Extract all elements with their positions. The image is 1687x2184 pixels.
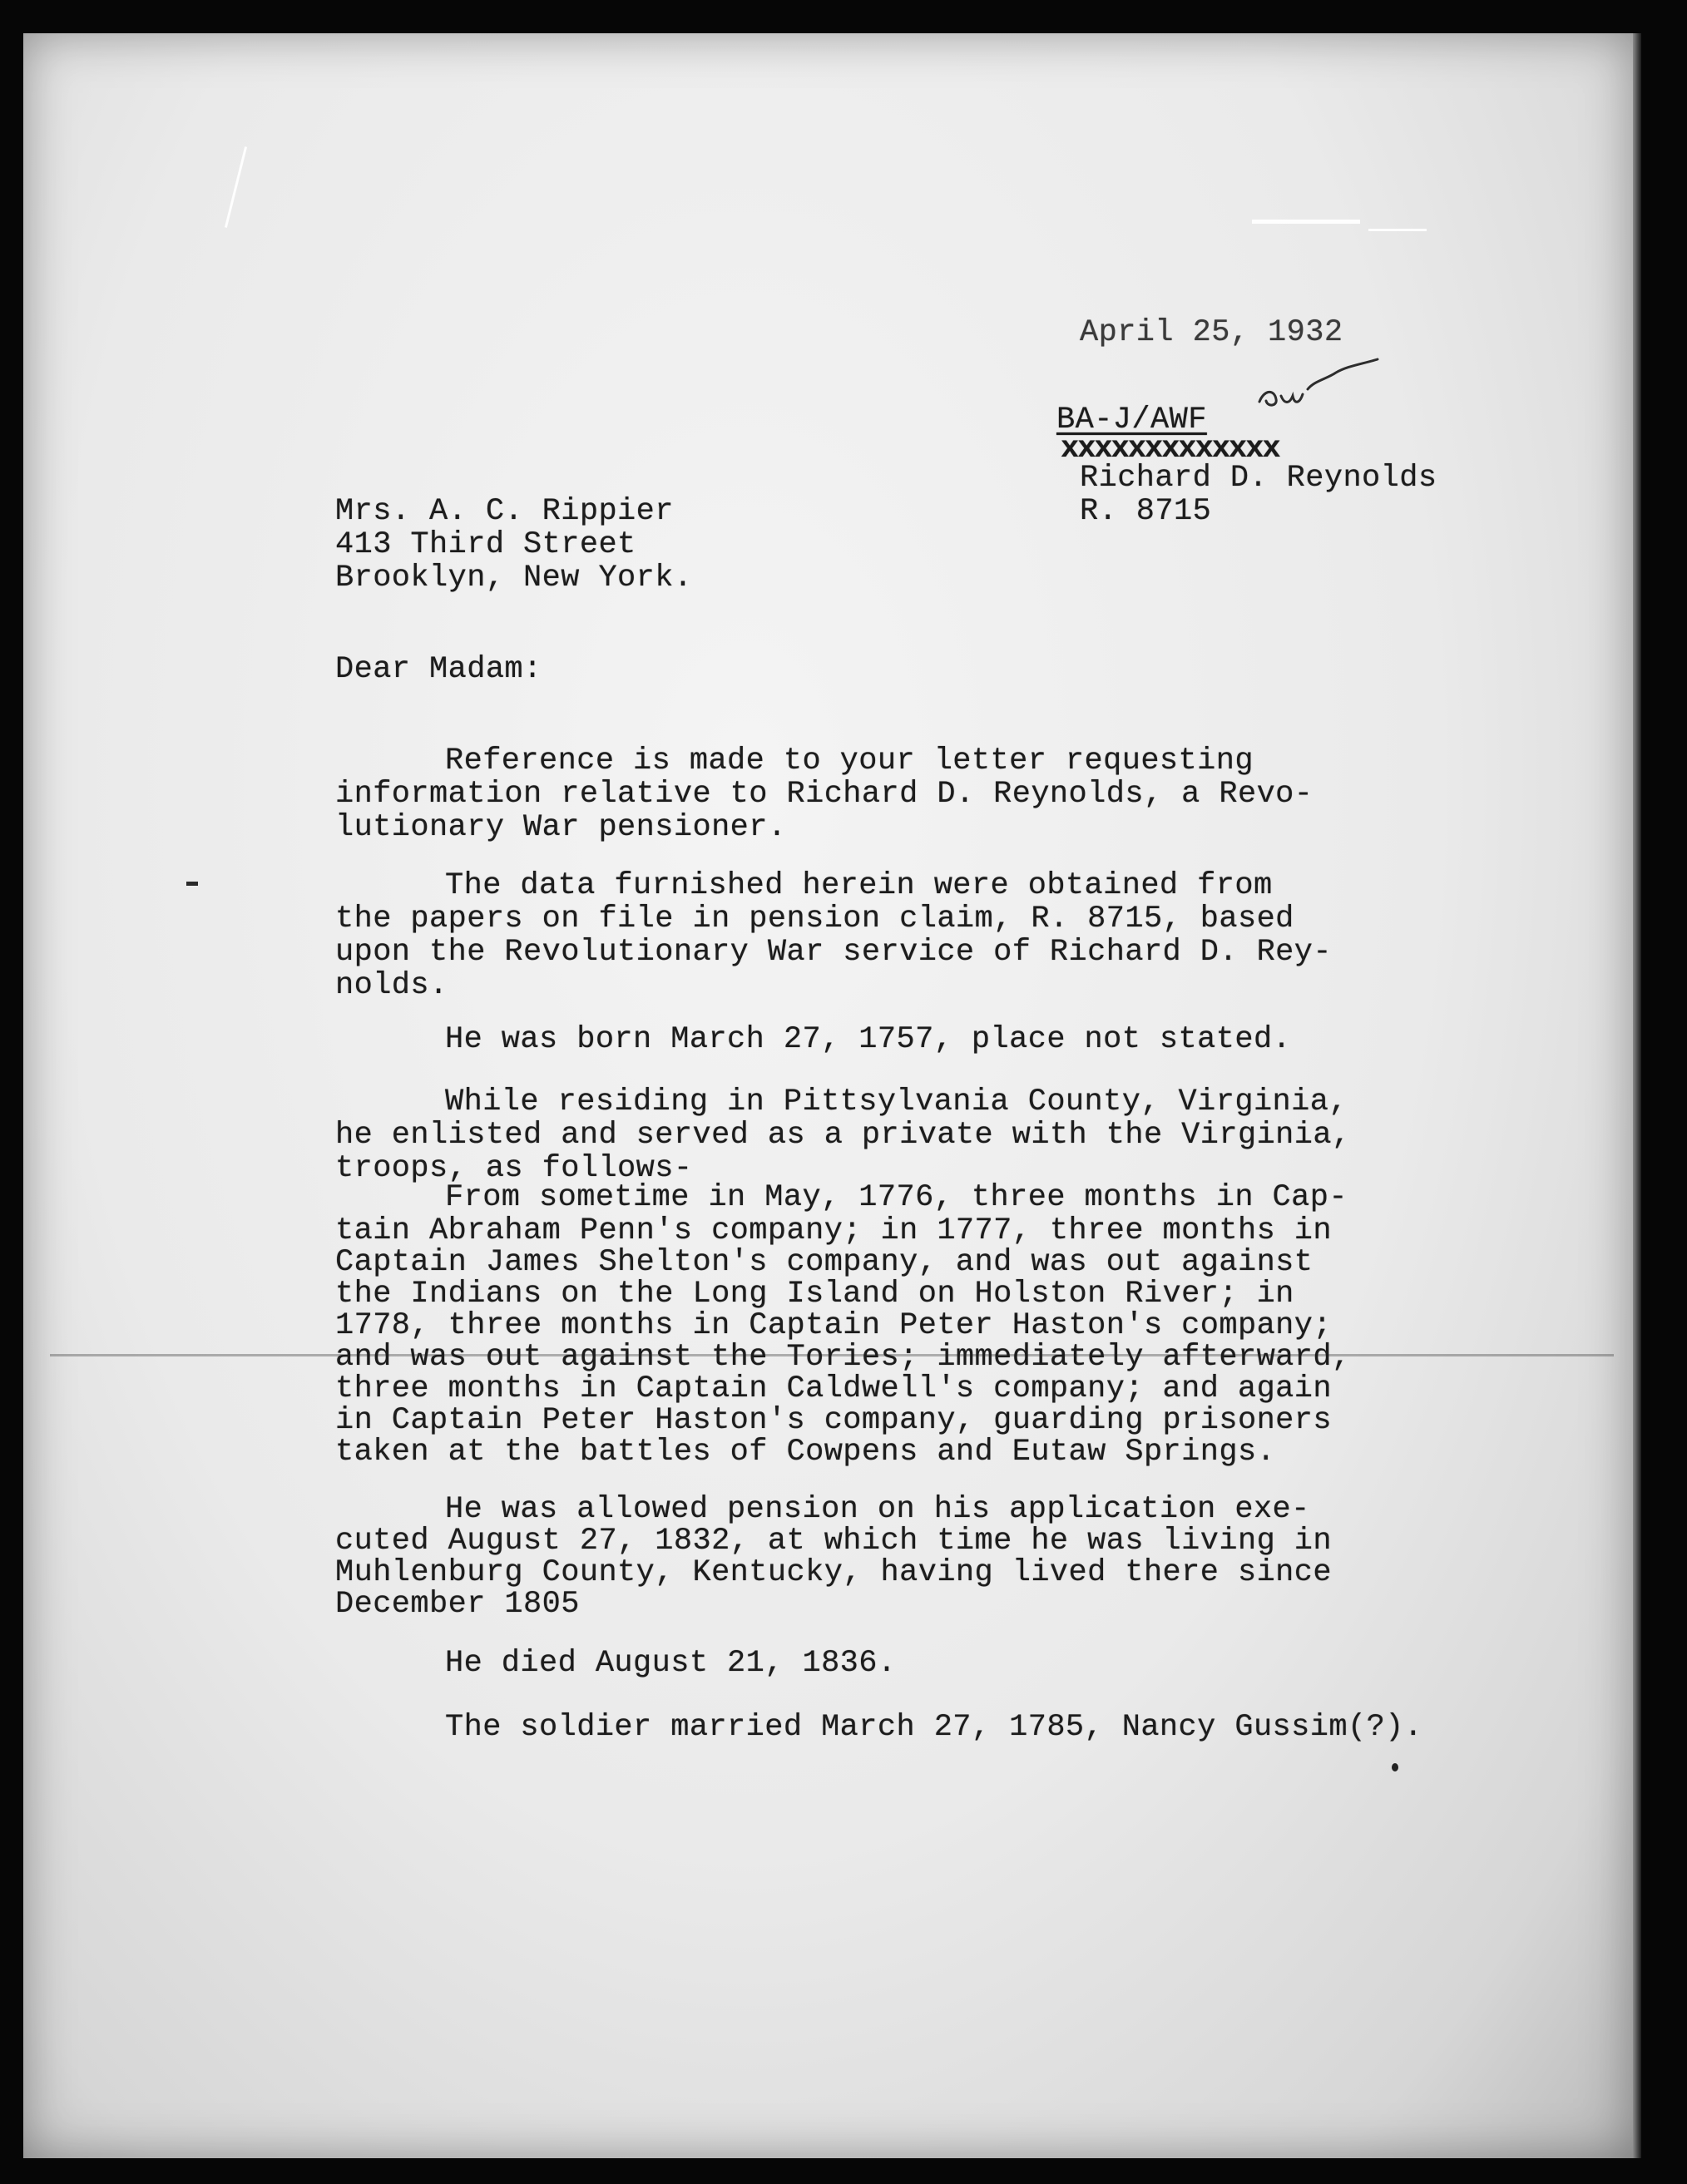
paragraph-line: taken at the battles of Cowpens and Eutaw Springs. <box>335 1435 1276 1470</box>
paragraph-line: three months in Captain Caldwell's company; and again <box>335 1371 1332 1406</box>
reference-claim-number: R. 8715 <box>1080 494 1212 529</box>
paragraph-line: the papers on file in pension claim, R. 8715, based <box>335 902 1294 936</box>
paragraph-line: From sometime in May, 1776, three months in Cap- <box>445 1180 1348 1215</box>
reference-initials: BA-J/AWF <box>1056 403 1207 437</box>
paragraph-line: While residing in Pittsylvania County, Virginia, <box>445 1085 1348 1119</box>
recipient-name: Mrs. A. C. Rippier <box>335 494 674 529</box>
paragraph-line: he enlisted and served as a private with the Virginia, <box>335 1118 1351 1153</box>
paragraph-line: He was born March 27, 1757, place not stated. <box>445 1022 1292 1057</box>
recipient-city: Brooklyn, New York. <box>335 561 693 595</box>
paragraph-line: lutionary War pensioner. <box>335 810 787 845</box>
paragraph-line: Reference is made to your letter requesting <box>445 744 1254 778</box>
ink-mark <box>186 882 198 886</box>
reference-subject-name: Richard D. Reynolds <box>1080 461 1437 496</box>
paragraph-line: nolds. <box>335 968 448 1003</box>
paragraph-line: 1778, three months in Captain Peter Haston's company; <box>335 1308 1332 1343</box>
paragraph-line: and was out against the Tories; immediately afterward, <box>335 1340 1351 1375</box>
paragraph-line: the Indians on the Long Island on Holston River; in <box>335 1277 1294 1312</box>
paragraph-line: tain Abraham Penn's company; in 1777, three months in <box>335 1213 1332 1248</box>
paragraph-line: December 1805 <box>335 1587 580 1622</box>
paragraph-line: Muhlenburg County, Kentucky, having lived there since <box>335 1555 1332 1590</box>
paragraph-line: upon the Revolutionary War service of Richard D. Rey- <box>335 935 1332 970</box>
ink-mark <box>1392 1763 1398 1771</box>
paragraph-line: He died August 21, 1836. <box>445 1646 897 1681</box>
struck-through-line: xxxxxxxxxxxxx <box>1061 432 1279 467</box>
paper-edge <box>1633 33 1641 2158</box>
paragraph-line: information relative to Richard D. Reynolds, a Revo- <box>335 777 1313 812</box>
scratch-mark <box>1368 229 1427 231</box>
handwritten-initials-mark <box>1256 356 1381 414</box>
paragraph-line: The soldier married March 27, 1785, Nancy Gussim(?). <box>445 1710 1423 1745</box>
recipient-street: 413 Third Street <box>335 527 636 562</box>
scratch-mark <box>1252 220 1360 224</box>
paragraph-line: in Captain Peter Haston's company, guarding prisoners <box>335 1403 1332 1438</box>
paragraph-line: cuted August 27, 1832, at which time he was living in <box>335 1524 1332 1559</box>
paragraph-line: The data furnished herein were obtained from <box>445 868 1273 903</box>
paragraph-line: troops, as follows- <box>335 1151 693 1186</box>
letter-date: April 25, 1932 <box>1080 315 1343 350</box>
salutation: Dear Madam: <box>335 652 542 687</box>
paragraph-line: Captain James Shelton's company, and was out against <box>335 1245 1313 1280</box>
paragraph-line: He was allowed pension on his application exe- <box>445 1492 1310 1527</box>
